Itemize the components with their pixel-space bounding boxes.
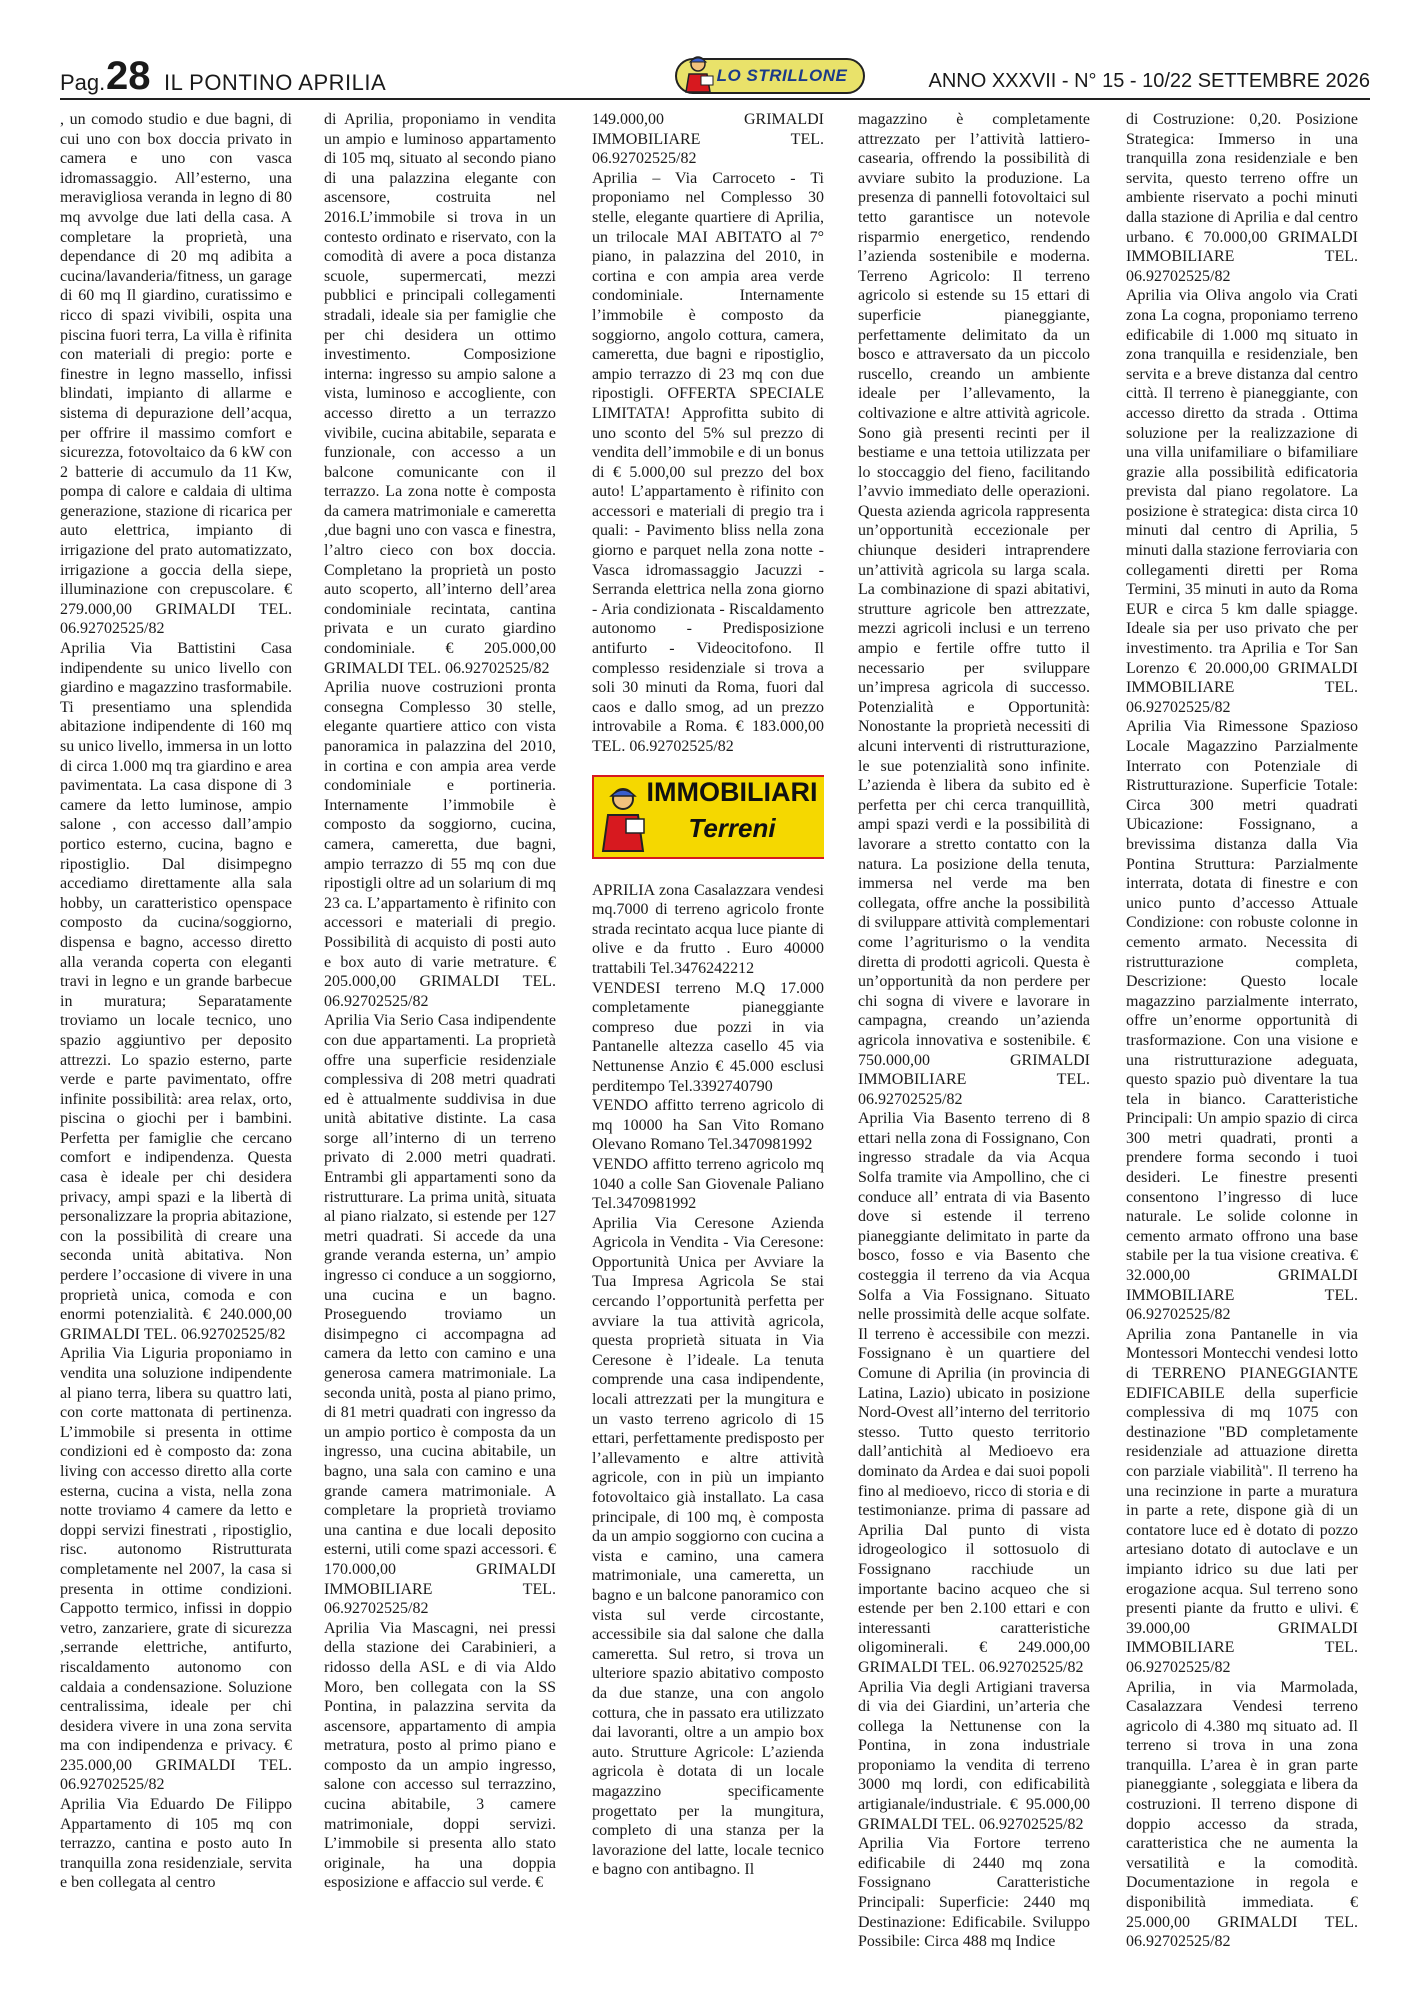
listing-text: 149.000,00 GRIMALDI IMMOBILIARE TEL. 06.92702525/82 — [592, 111, 824, 168]
page-number: 28 — [106, 54, 151, 98]
listings-columns — [60, 110, 1375, 1990]
listing-text: Aprilia Via Serio Casa indipendente con due appartamenti. La proprietà offre una superficie residenziale complessiva di 208 metri quadrati ed è attualmente suddivisa in due unità abitative distinte. La casa sorge all’interno di un terreno privato di 2.000 metri quadrati. Entrambi gli appartamenti sono da ristrutturare. La prima unità, situata al piano rialzato, si estende per 127 metri quadrati. Si accede da una grande veranda esterna, un’ ampio ingresso ci conduce a un soggiorno, una cucina e un bagno. Proseguendo troviamo un disimpegno ci accompagna ad camera da letto con camino e una generosa camera matrimoniale. La seconda unità, posta al piano primo, di 81 metri quadrati con ingresso da un ampio portico è composta da un ingresso, una cucina abitabile, un bagno, una sala con camino e una grande camera matrimoniale. A completare la proprietà troviamo una cantina e due locali deposito esterni, utili come spazi accessori. € 170.000,00 GRIMALDI IMMOBILIARE TEL. 06.92702525/82 — [324, 1012, 556, 1618]
newsboy-icon — [598, 783, 648, 853]
page-label: Pag. — [60, 70, 106, 95]
listing-text: di Costruzione: 0,20. Posizione Strategica: Immerso in una tranquilla zona residenziale e ben servita, questo terreno offre un ambiente riservato a pochi minuti dalla stazione di Aprilia e dal centro urbano. € 70.000,00 GRIMALDI IMMOBILIARE TEL. 06.92702525/82 — [1126, 111, 1358, 285]
listing-text: Aprilia Via Battistini Casa indipendente su unico livello con giardino e magazzino trasformabile. Ti presentiamo una splendida abitazione indipendente di 160 mq su unico livello, immersa in un lotto di circa 1.000 mq tra giardino e area pavimentata. La casa dispone di 3 camere da letto luminose, ampio salone , con accesso dall’ampio portico esterno, cucina, bagno e ripostiglio. Dal disimpegno accediamo direttamente alla sala hobby, un caratteristico openspace composto da cucina/soggiorno, dispensa e bagno, accesso diretto alla veranda coperta con eleganti travi in legno e un grande barbecue in muratura; Separatamente troviamo un locale tecnico, uno spazio aggiuntivo per deposito attrezzi. Lo spazio esterno, parte verde e parte pavimentato, offre infinite possibilità: area relax, orto, piscina o giochi per i bambini. Perfetta per famiglie che cercano comfort e indipendenza. Questa casa è ideale per chi desidera privacy, ampi spazi e la libertà di personalizzare la propria abitazione, con la possibilità di creare una seconda unità abitativa. Non perdere l’occasione di vivere in una proprietà unica, comoda e con enormi potenzialità. € 240.000,00 GRIMALDI TEL. 06.92702525/82 — [60, 640, 292, 1343]
listing-text: VENDESI terreno M.Q 17.000 completamente pianeggiante compreso due pozzi in via Pantanelle altezza casello 45 via Nettunense Anzio € 45.000 esclusi perditempo Tel.3392740790 — [592, 979, 824, 1095]
column-3 — [592, 110, 824, 1990]
column-2 — [324, 110, 556, 1990]
listing-text: VENDO affitto terreno agricolo di mq 10000 ha San Vito Romano Olevano Romano Tel.3470981992 — [592, 1097, 824, 1154]
publication-name: IL PONTINO APRILIA — [164, 70, 387, 95]
listing-text: Aprilia – Via Carroceto - Ti proponiamo nel Complesso 30 stelle, elegante quartiere di Aprilia, un trilocale MAI ABITATO al 7° piano, in palazzina del 2010, in cortina e con ampia area verde condominiale. Internamente l’immobile è composto da soggiorno, angolo cottura, camera, cameretta, due bagni e ripostiglio, ampio terrazzo di 23 mq con due ripostigli. OFFERTA SPECIALE LIMITATA! Approfitta subito di uno sconto del 5% sul prezzo di vendita dell’immobile e di un bonus di € 5.000,00 sul prezzo del box auto! L’appartamento è rifinito con accessori e materiali di pregio tra i quali: - Pavimento bliss nella zona giorno e parquet nella zona notte - Vasca idromassaggio Jacuzzi - Serranda elettrica nella zona giorno - Aria condizionata - Riscaldamento autonomo - Predisposizione antifurto - Videocitofono. Il complesso residenziale si trova a soli 30 minuti da Roma, fuori dal caos e dallo smog, ad un prezzo introvabile a Roma. € 183.000,00 TEL. 06.92702525/82 — [592, 169, 824, 755]
column-5 — [1126, 110, 1358, 1990]
listing-text: di Aprilia, proponiamo in vendita un ampio e luminoso appartamento di 105 mq, situato al secondo piano di una palazzina elegante con ascensore, costruita nel 2016.L’immobile si trova in un contesto ordinato e riservato, con la comodità di avere a poca distanza scuole, supermercati, mezzi pubblici e principali collegamenti stradali, ideale sia per famiglie che per chi desidera un ottimo investimento. Composizione interna: ingresso su ampio salone a vista, luminoso e accogliente, con accesso diretto a un terrazzo vivibile, cucina abitabile, separata e funzionale, con accesso a un balcone comunicante con il terrazzo. La zona notte è composta da camera matrimoniale e cameretta ,due bagni uno con vasca e finestra, l’altro cieco con box doccia. Completano la proprietà un posto auto scoperto, all’interno dell’area condominiale recintata, cantina privata e un curato giardino condominiale. € 205.000,00 GRIMALDI TEL. 06.92702525/82 — [324, 111, 556, 677]
listing-text: Aprilia Via Fortore terreno edificabile di 2440 mq zona Fossignano Caratteristiche Principali: Superficie: 2440 mq Destinazione: Edificabile. Sviluppo Possibile: Circa 488 mq Indice — [858, 1835, 1090, 1951]
listing-text: Aprilia Via Basento terreno di 8 ettari nella zona di Fossignano, Con ingresso stradale da via Acqua Solfa tramite via Ampollino, che ci conduce all’ entrata di via Basento dove si estende il terreno pianeggiante delimitato in parte da bosco, fosso e via Basento che costeggia il terreno da via Acqua Solfa a Via Fossignano. Situato nelle prossimità delle acque solfate. Il terreno è accessibile con mezzi. Fossignano è un quartiere del Comune di Aprilia (in provincia di Latina, Lazio) ubicato in posizione Nord-Ovest all’interno del territorio stesso. Tutto questo territorio dall’antichità al Medioevo era dominato da Ardea e dai suoi popoli fino al medioevo, ricco di storia e di testimonianze. prima di passare ad Aprilia Dal punto di vista idrogeologico il sottosuolo di Fossignano racchiude un importante bacino acqueo che si estende per ben 2.100 ettari e con interessanti caratteristiche oligominerali. € 249.000,00 GRIMALDI TEL. 06.92702525/82 — [858, 1110, 1090, 1676]
listing-text: Aprilia, in via Marmolada, Casalazzara Vendesi terreno agricolo di 4.380 mq situato ad. Il terreno si trova in una zona tranquilla. L’area è in gran parte pianeggiante , soleggiata e libera da costruzioni. Il terreno dispone di doppio accesso da strada, caratteristica che ne aumenta la versatilità e la comodità. Documentazione in regola e disponibilità immediata. € 25.000,00 GRIMALDI TEL. 06.92702525/82 — [1126, 1678, 1358, 1951]
column-1 — [60, 110, 292, 1990]
listing-text: Aprilia zona Pantanelle in via Montessori Montecchi vendesi lotto di TERRENO PIANEGGIANTE EDIFICABILE della superficie complessiva di mq 1075 con destinazione "BD completamente residenziale ad attuazione diretta con parziale viabilità". Il terreno ha una recinzione in parte a muratura in parte a rete, dispone già di un contatore luce ed è dotato di pozzo artesiano dotato di autoclave e un impianto idrico su due lati per erogazione acqua. Sul terreno sono presenti piante da frutto e ulivi. € 39.000,00 GRIMALDI IMMOBILIARE TEL. 06.92702525/82 — [1126, 1325, 1358, 1676]
listing-text: Aprilia Via Liguria proponiamo in vendita una soluzione indipendente al piano terra, libera su quattro lati, con corte mattonata di pertinenza. L’immobile si presenta in ottime condizioni ed è composto da: zona living con accesso diretto alla corte esterna, cucina a vista, nella zona notte troviamo 4 camere da letto e doppi servizi finestrati , ripostiglio, risc. autonomo Ristrutturata completamente nel 2007, la casa si presenta in ottime condizioni. Cappotto termico, infissi in doppio vetro, zanzariere, grate di sicurezza ,serrande elettriche, antifurto, riscaldamento autonomo con caldaia a condensazione. Soluzione centralissima, ideale per chi desidera vivere in una zona servita ma con indipendenza e privacy. € 235.000,00 GRIMALDI TEL. 06.92702525/82 — [60, 1345, 292, 1794]
listing-text: magazzino è completamente attrezzato per l’attività lattiero-casearia, offrendo la possibilità di avviare subito la produzione. La presenza di pannelli fotovoltaici sul tetto garantisce un notevole risparmio energetico, rendendo l’azienda sostenibile e moderna. Terreno Agricolo: Il terreno agricolo si estende su 15 ettari di superficie pianeggiante, perfettamente delimitato da un bosco e attraversato da un piccolo ruscello, creando un ambiente ideale per l’allevamento, la coltivazione e altre attività agricole. Sono già presenti recinti per il bestiame e una tettoia utilizzata per lo stoccaggio del fieno, facilitando l’avvio immediato delle operazioni. Questa azienda agricola rappresenta un’opportunità eccezionale per chiunque desideri intraprendere un’attività agricola su larga scala. La combinazione di spazi abitativi, strutture agricole ben attrezzate, mezzi agricoli inclusi e un terreno ampio e fertile offre tutto il necessario per sviluppare un’impresa agricola di successo. Potenzialità e Opportunità: Nonostante la proprietà necessiti di alcuni interventi di ristrutturazione, le sue potenzialità sono infinite. L’azienda è libera da subito ed è perfetta per chi cerca tranquillità, ampi spazi verdi e la possibilità di lavorare a stretto contatto con la natura. La posizione della tenuta, immersa nel verde ma ben collegata, offre anche la possibilità di sviluppare attività complementari come l’agriturismo o la vendita diretta di prodotti agricoli. Questa è un’opportunità da non perdere per chi sogna di vivere e lavorare in campagna, creando un’azienda agricola innovativa e sostenibile. € 750.000,00 GRIMALDI IMMOBILIARE TEL. 06.92702525/82 — [858, 111, 1090, 1108]
issue-info: ANNO XXXVII - N° 15 - 10/22 SETTEMBRE 2026 — [928, 70, 1370, 92]
listing-text: , un comodo studio e due bagni, di cui uno con box doccia privato in camera e uno con vasca idromassaggio. All’esterno, una meravigliosa veranda in legno di 80 mq avvolge due lati della casa. A completare la proprietà, una dependance di 20 mq adibita a cucina/lavanderia/fitness, un garage di 60 mq Il giardino, curatissimo e ricco di spazi vivibili, ospita una piscina fuori terra, La villa è rifinita con materiali di pregio: porte e finestre in legno massello, infissi blindati, impianto di allarme e sistema di depurazione dell’acqua, per offrire il massimo comfort e sicurezza, fotovoltaico da 6 kW con 2 batterie di accumulo da 11 Kw, pompa di calore e caldaia di ultima generazione, stazione di ricarica per auto elettrica, impianto di irrigazione del prato automatizzato, irrigazione a goccia della siepe, illuminazione con crepuscolare. € 279.000,00 GRIMALDI TEL. 06.92702525/82 — [60, 111, 292, 638]
listing-text: Aprilia Via Rimessone Spazioso Locale Magazzino Parzialmente Interrato con Potenziale di Ristrutturazione. Superficie Totale: Circa 300 metri quadrati Ubicazione: Fossignano, a brevissima distanza dalla Via Pontina Struttura: Parzialmente interrata, dotata di finestre e con unico punto d’accesso Attuale Condizione: con robuste colonne in cemento armato. Necessita di ristrutturazione completa, Descrizione: Questo locale magazzino parzialmente interrato, offre un’enorme opportunità di trasformazione. Con una visione e una ristrutturazione adeguata, questo spazio può diventare la tua tela in bianco. Caratteristiche Principali: Un ampio spazio di circa 300 metri quadrati, pronti a prendere forma secondo i tuoi desideri. Le finestre presenti consentono l’ingresso di luce naturale. Le solide colonne in cemento armato offrono una base stabile per la tua visione creativa. € 32.000,00 GRIMALDI IMMOBILIARE TEL. 06.92702525/82 — [1126, 718, 1358, 1324]
listing-text: Aprilia nuove costruzioni pronta consegna Complesso 30 stelle, elegante quartiere attico con vista panoramica in palazzina del 2010, in cortina e con ampia area verde condominiale e portineria. Internamente l’immobile è composto da soggiorno, cucina, camera, cameretta, due bagni, ampio terrazzo di 55 mq con due ripostigli oltre ad un solarium di mq 23 ca. L’appartamento è rifinito con accessori e materiali di pregio. Possibilità di acquisto di posti auto e box auto di varie metrature. € 205.000,00 GRIMALDI TEL. 06.92702525/82 — [324, 679, 556, 1010]
listing-text: Aprilia Via Eduardo De Filippo Appartamento di 105 mq con terrazzo, cantina e posto auto In tranquilla zona residenziale, servita e ben collegata al centro — [60, 1796, 292, 1892]
masthead-logo — [655, 58, 885, 94]
banner-title: IMMOBILIARI — [646, 776, 818, 807]
banner-subtitle: Terreni — [688, 812, 776, 843]
page-header — [60, 54, 1370, 100]
section-banner — [592, 775, 824, 855]
listing-text: Aprilia Via Ceresone Azienda Agricola in Vendita - Via Ceresone: Opportunità Unica per Avviare la Tua Impresa Agricola Se stai cercando l’opportunità perfetta per avviare la tua attività agricola, questa proprietà situata in Via Ceresone è l’ideale. La tenuta comprende una casa indipendente, locali attrezzati per la mungitura e un vasto terreno agricolo di 15 ettari, perfettamente predisposto per l’allevamento e altre attività agricole, con in più un impianto fotovoltaico già installato. La casa principale, di 100 mq, è composta da un ampio soggiorno con cucina a vista e camino, una camera matrimoniale, una cameretta, un bagno e un balcone panoramico con vista sul verde circostante, accessibile sia dal salone che dalla cameretta. Sul retro, si trova un ulteriore spazio abitativo composto da due stanze, una con angolo cottura, che in passato era utilizzato dai lavoranti, oltre a un ampio box auto. Strutture Agricole: L’azienda agricola è dotata di un locale magazzino specificamente progettato per la mungitura, completo di una stanza per la lavorazione del latte, locale tecnico e bagno con antibagno. Il — [592, 1214, 824, 1879]
listing-text: Aprilia Via degli Artigiani traversa di via dei Giardini, un’arteria che collega la Nettunense con la Pontina, in zona industriale proponiamo la vendita di terreno 3000 mq lordi, con edificabilità artigianale/industriale. € 95.000,00 GRIMALDI TEL. 06.92702525/82 — [858, 1678, 1090, 1833]
listing-text: Aprilia Via Mascagni, nei pressi della stazione dei Carabinieri, a ridosso della ASL e di via Aldo Moro, ben collegata con la SS Pontina, in palazzina servita da ascensore, appartamento di ampia metratura, posto al primo piano e composto da un ampio ingresso, salone con accesso sul terrazzino, cucina abitabile, 3 camere matrimoniale, doppi servizi. L’immobile si presenta allo stato originale, ha una doppia esposizione e affaccio sul verde. € — [324, 1619, 556, 1892]
listing-text: Aprilia via Oliva angolo via Crati zona La cogna, proponiamo terreno edificabile di 1.000 mq situato in zona tranquilla e residenziale, ben servita e a breve distanza dal centro città. Il terreno è pianeggiante, con accesso diretto da strada . Ottima soluzione per la realizzazione di una villa unifamiliare o bifamiliare grazie alla possibilità edificatoria prevista dal piano regolatore. La posizione è strategica: dista circa 10 minuti dal centro di Aprilia, 5 minuti dalla stazione ferroviaria con collegamenti diretti per Roma Termini, 35 minuti in auto da Roma EUR e circa 5 km dalle spiagge. Ideale sia per uso privato che per investimento. tra Aprilia e Tor San Lorenzo € 20.000,00 GRIMALDI IMMOBILIARE TEL. 06.92702525/82 — [1126, 287, 1358, 716]
banner-box — [592, 775, 824, 859]
logo-badge — [675, 58, 866, 94]
logo-text: LO STRILLONE — [716, 66, 848, 85]
column-4 — [858, 110, 1090, 1990]
listing-text: APRILIA zona Casalazzara vendesi mq.7000 di terreno agricolo fronte strada recintato acqua luce piante di olive e da frutto . Euro 40000 trattabili Tel.3476242212 — [592, 881, 824, 977]
listing-text: VENDO affitto terreno agricolo mq 1040 a colle San Giovenale Paliano Tel.3470981992 — [592, 1155, 824, 1213]
newsboy-icon — [681, 54, 715, 94]
